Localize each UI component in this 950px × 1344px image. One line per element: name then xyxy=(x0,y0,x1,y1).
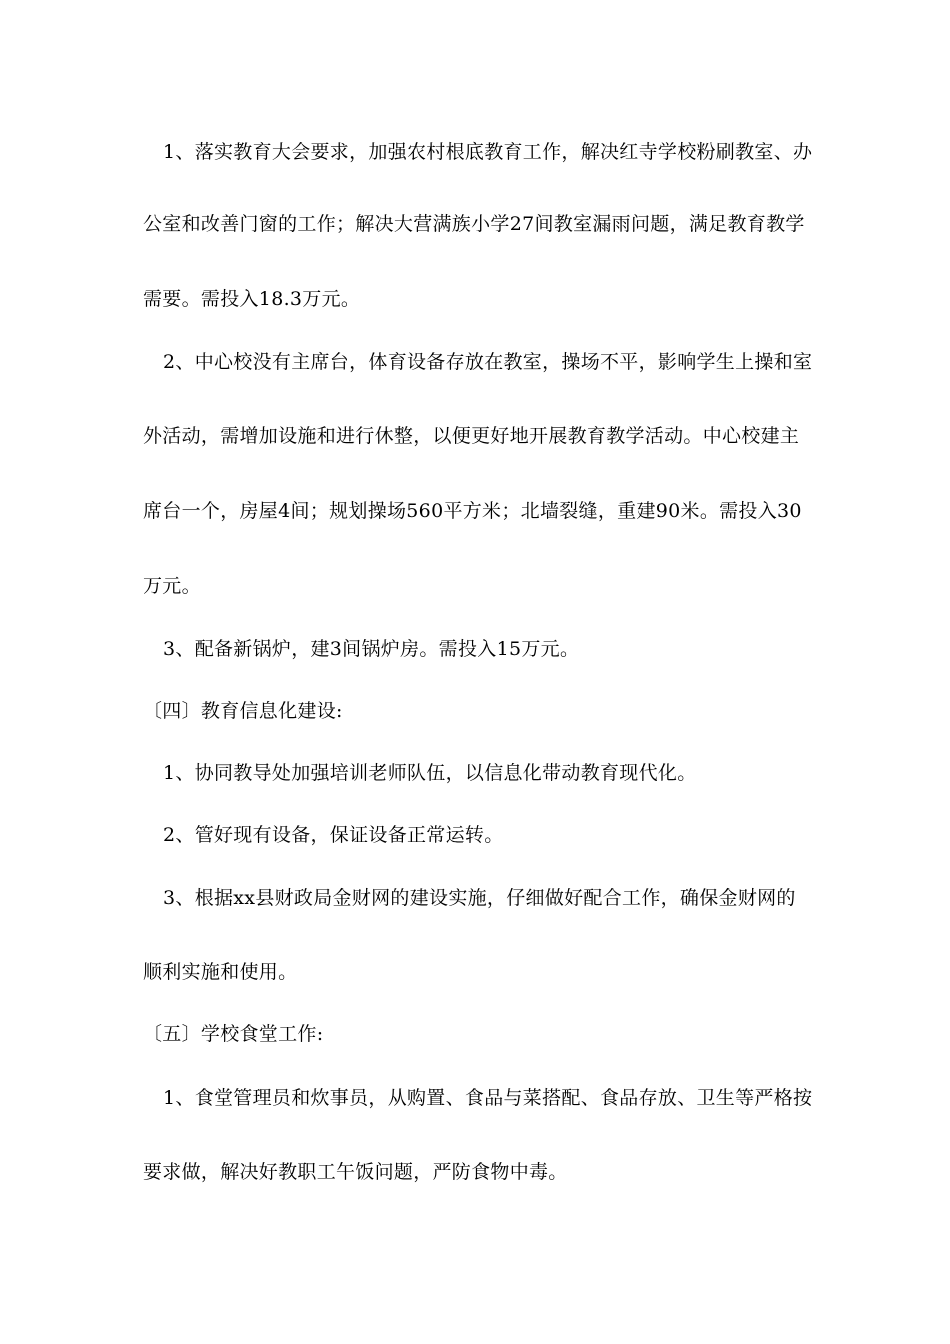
section-heading: 〔五〕学校食堂工作: xyxy=(143,1023,324,1045)
paragraph-line: 1、落实教育大会要求，加强农村根底教育工作，解决红寺学校粉刷教室、办 xyxy=(163,141,813,163)
paragraph-line: 公室和改善门窗的工作；解决大营满族小学27间教室漏雨问题，满足教育教学 xyxy=(143,213,805,235)
paragraph-line: 需要。需投入18.3万元。 xyxy=(143,288,361,310)
paragraph-line: 3、配备新锅炉，建3间锅炉房。需投入15万元。 xyxy=(163,638,580,660)
paragraph-line: 2、管好现有设备，保证设备正常运转。 xyxy=(163,824,504,846)
paragraph-line: 外活动，需增加设施和进行休整，以便更好地开展教育教学活动。中心校建主 xyxy=(143,425,800,447)
paragraph-line: 席台一个，房屋4间；规划操场560平方米；北墙裂缝，重建90米。需投入30 xyxy=(143,500,802,522)
paragraph-line: 要求做，解决好教职工午饭问题，严防食物中毒。 xyxy=(143,1161,568,1183)
paragraph-line: 万元。 xyxy=(143,575,201,597)
paragraph-line: 1、食堂管理员和炊事员，从购置、食品与菜搭配、食品存放、卫生等严格按 xyxy=(163,1087,813,1109)
section-heading: 〔四〕教育信息化建设: xyxy=(143,700,343,722)
paragraph-line: 1、协同教导处加强培训老师队伍，以信息化带动教育现代化。 xyxy=(163,762,697,784)
paragraph-line: 顺利实施和使用。 xyxy=(143,961,298,983)
paragraph-line: 3、根据xx县财政局金财网的建设实施，仔细做好配合工作，确保金财网的 xyxy=(163,887,796,909)
paragraph-line: 2、中心校没有主席台，体育设备存放在教室，操场不平，影响学生上操和室 xyxy=(163,351,813,373)
